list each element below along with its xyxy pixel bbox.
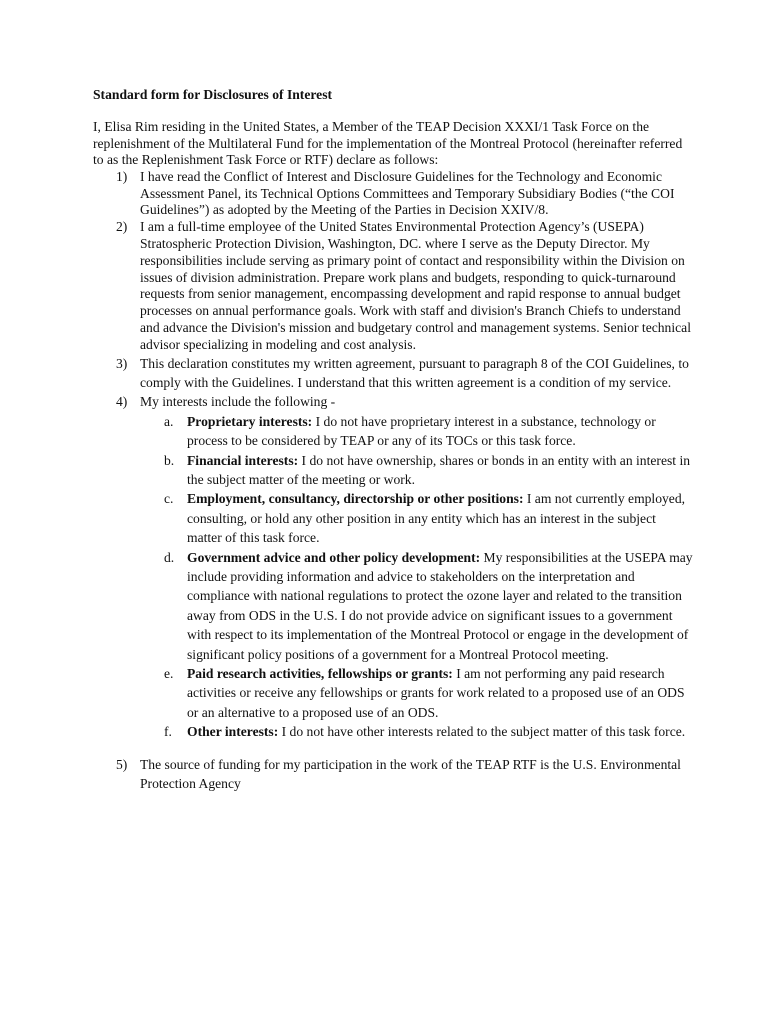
interest-text: My responsibilities at the USEPA may include providing information and advice to stakeholders on the interpretation and compliance with national regulations to protect the ozone layer and related to the transition away from ODS in the U.S. I do not provide advice on significant issues to a government with respect to its implementation of the Montreal Protocol or engage in the development of significant policy positions of a government for a Montreal Protocol meeting. (187, 549, 693, 662)
interest-letter: b. (164, 452, 175, 468)
item-text: I have read the Conflict of Interest and Disclosure Guidelines for the Technology and Economic Assessment Panel, its Technical Options Committees and Temporary Subsidiary Bodies (“the COI Guidelines”) as adopted by the Meeting of the Parties in Decision XXIV/8. (140, 168, 675, 218)
interest-item-research (140, 664, 693, 722)
item-text: The source of funding for my participation in the work of the TEAP RTF is the U.S. Environmental Protection Agency (140, 756, 681, 792)
interest-item-financial (140, 451, 693, 490)
interest-label: Proprietary interests: (187, 413, 313, 429)
interest-text: I do not have proprietary interest in a substance, technology or process to be considered by TEAP or any of its TOCs or this task force. (187, 413, 656, 449)
interest-letter: e. (164, 666, 174, 682)
interest-text: I do not have ownership, shares or bonds in an entity with an interest in the subject matter of the meeting or work. (187, 452, 691, 487)
interest-item-proprietary (140, 412, 693, 451)
list-spacer (93, 742, 693, 755)
item-number: 2) (116, 219, 128, 235)
declaration-item-5 (93, 755, 693, 794)
interest-item-employment (140, 489, 693, 547)
item-text: My interests include the following - (140, 394, 336, 410)
interest-letter: a. (164, 413, 174, 429)
item-number: 3) (116, 355, 128, 371)
item-text: I am a full-time employee of the United States Environmental Protection Agency’s (USEPA) Stratospheric Protection Division, Washington, DC. where I serve as the Deputy Director. My responsibilities include serving as primary point of contact and responsibility within the Division on issues of division administration. Prepare work plans and budgets, responding to quick-turnaround requests from senior management, encompassing development and rapid response to annual budget processes on annual performance goals. Work with staff and division's Branch Chiefs to understand and advance the Division's mission and budgetary control and management systems. Senior technical advisor specializing in modeling and cost analysis. (140, 219, 691, 352)
intro-paragraph: I, Elisa Rim residing in the United States, a Member of the TEAP Decision XXXI/1 Task Force on the replenishment of the Multilateral Fund for the implementation of the Montreal Protocol (hereinafter referred to as the Replenishment Task Force or RTF) declare as follows: (93, 119, 683, 168)
interest-label: Employment, consultancy, directorship or other positions: (187, 491, 524, 507)
interest-item-other (140, 722, 693, 741)
interest-text: I am not currently employed, consulting, or hold any other position in any entity which has an interest in the subject matter of this task force. (187, 491, 686, 546)
interest-label: Paid research activities, fellowships or grants: (187, 666, 453, 682)
declaration-list (93, 169, 693, 794)
interest-label: Financial interests: (187, 452, 299, 468)
declaration-item-2 (93, 219, 693, 353)
interest-letter: c. (164, 491, 174, 507)
declaration-item-1 (93, 169, 693, 219)
item-number: 4) (116, 394, 128, 410)
document-title: Standard form for Disclosures of Interest (93, 87, 333, 102)
interest-label: Government advice and other policy development: (187, 549, 481, 565)
interest-letter: f. (164, 724, 172, 740)
disclosure-document (93, 86, 693, 793)
item-number: 1) (116, 168, 128, 184)
interest-label: Other interests: (187, 724, 279, 740)
item-number: 5) (116, 756, 128, 772)
interest-item-government (140, 548, 693, 664)
declaration-item-4 (93, 392, 693, 741)
interest-text: I am not performing any paid research activities or receive any fellowships or grants for work related to a proposed use of an ODS or an alternative to a proposed use of an ODS. (187, 666, 685, 720)
interest-letter: d. (164, 549, 175, 565)
interests-list (140, 412, 693, 742)
declaration-item-3 (93, 354, 693, 393)
item-text: This declaration constitutes my written agreement, pursuant to paragraph 8 of the COI Guidelines, to comply with the Guidelines. I understand that this written agreement is a condition of my service. (140, 355, 689, 390)
interest-text: I do not have other interests related to the subject matter of this task force. (278, 724, 686, 740)
